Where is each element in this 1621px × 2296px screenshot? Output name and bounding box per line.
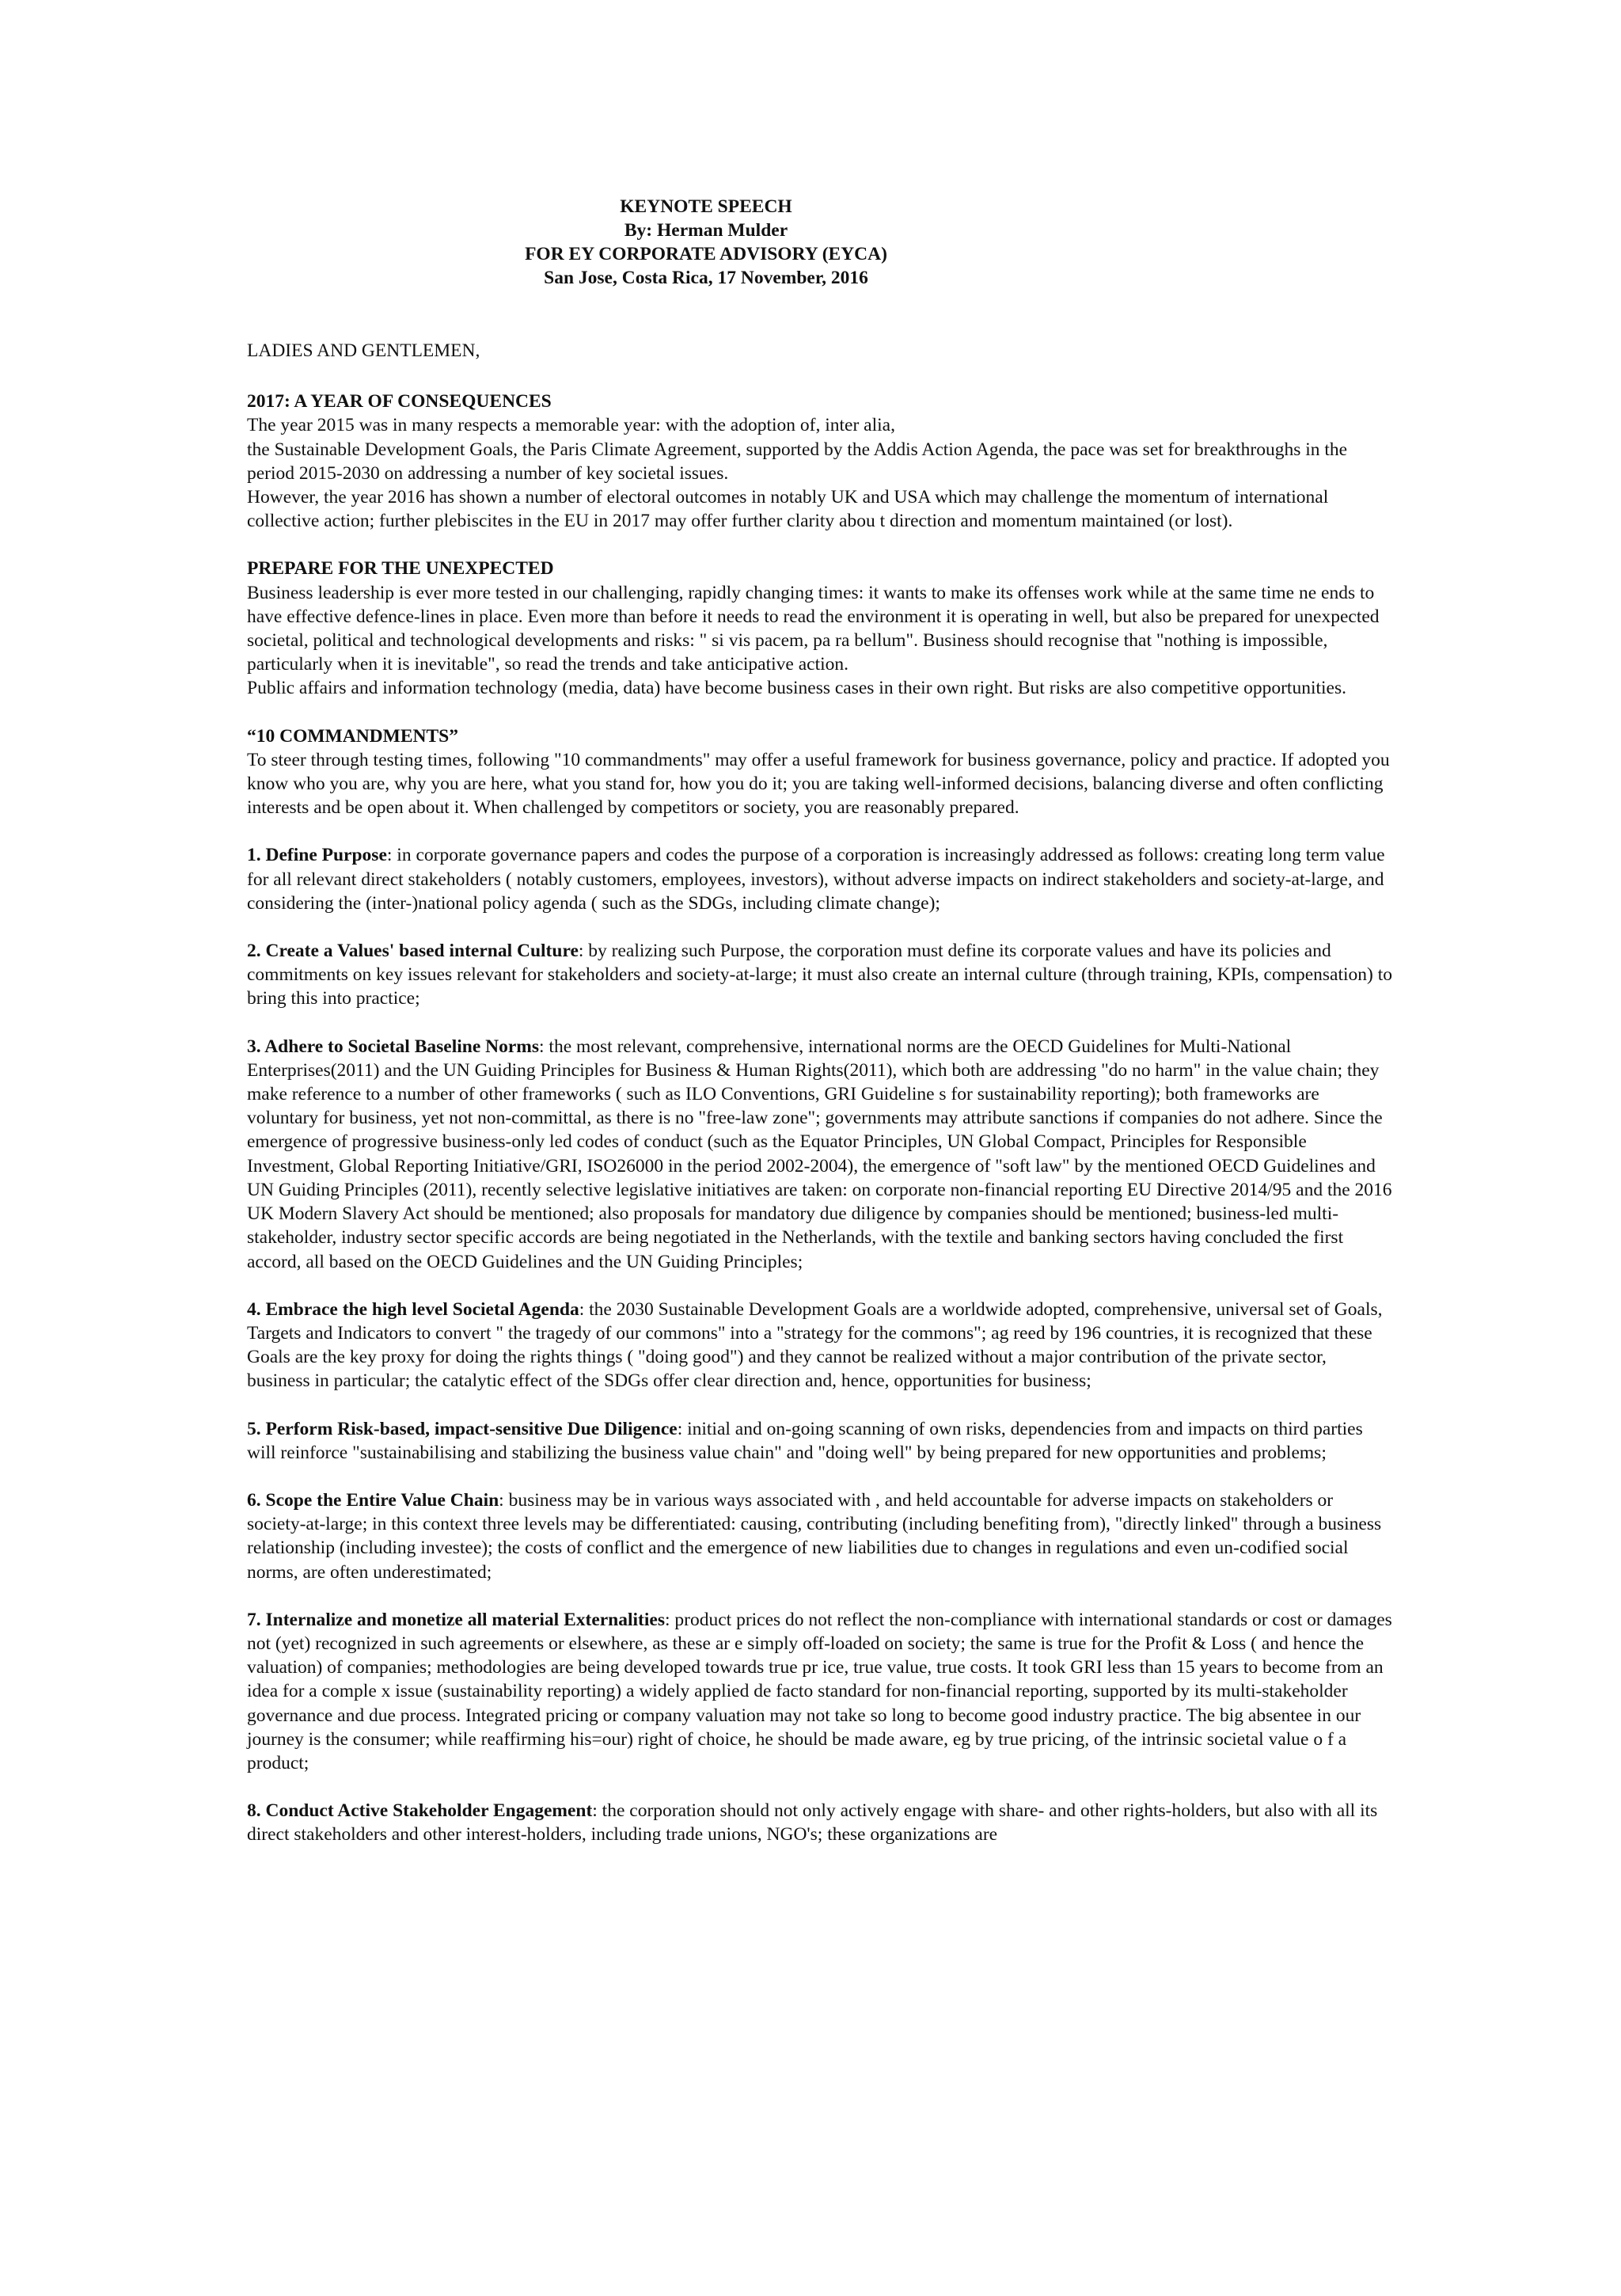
commandment-item xyxy=(247,1298,1393,1393)
commandment-title: 1. Define Purpose xyxy=(247,845,387,866)
salutation: LADIES AND GENTLEMEN, xyxy=(247,340,480,361)
paragraph: the Sustainable Development Goals, the Paris Climate Agreement, supported by the Addis Action Agenda, the pace was set for breakthroughs in the period 2015-2030 on addressing a number of key societal issues. xyxy=(247,439,1348,484)
commandment-item xyxy=(247,1799,1393,1846)
commandment-text: : the 2030 Sustainable Development Goals are a worldwide adopted, comprehensive, universal set of Goals, Targets and Indicators to convert " the tragedy of our commons" into a "strategy for the commons"; ag reed by 196 countries, it is recognized that these Goals are the key proxy for doing the rights things ( "doing good") and they cannot be realized without a major contribution of the private sector, business in particular; the catalytic effect of the SDGs offer clear direction and, hence, opportunities for business; xyxy=(247,1298,1383,1392)
commandment-item xyxy=(247,939,1393,1011)
commandment-title: 6. Scope the Entire Value Chain xyxy=(247,1489,499,1511)
commandment-text: : product prices do not reflect the non-compliance with international standards or cost or damages not (yet) recognized in such agreements or elsewhere, as these ar e simply off-loaded on society; the same is true for the Profit & Loss ( and hence the valuation) of companies; methodologies are being developed towards true pr ice, true value, true costs. It took GRI less than 15 years to become from an idea for a comple x issue (sustainability reporting) a widely applied de facto standard for non-financial reporting, supported by its multi-stakeholder governance and due process. Integrated pricing or company valuation may not take so long to become good industry practice. The big absentee in our journey is the consumer; while reaffirming his=our) right of choice, he should be made aware, eg by true pricing, of the intrinsic societal value o f a product; xyxy=(247,1609,1392,1773)
commandment-item xyxy=(247,1488,1393,1584)
section-heading: PREPARE FOR THE UNEXPECTED xyxy=(247,558,554,580)
paragraph: The year 2015 was in many respects a memorable year: with the adoption of, inter alia, xyxy=(247,415,895,436)
commandment-text: : in corporate governance papers and codes the purpose of a corporation is increasingly addressed as follows: creating long term value for all relevant direct stakeholders ( notably customers, employees, investors), without adverse impacts on indirect stakeholders and society-at-large, and considering the (inter-)national policy agenda ( such as the SDGs, including climate change); xyxy=(247,845,1385,914)
section-prepare-for-unexpected xyxy=(247,557,1393,700)
header-author: By: Herman Mulder xyxy=(624,220,788,241)
speech-header xyxy=(247,195,1165,290)
commandment-item xyxy=(247,1035,1393,1274)
paragraph: Public affairs and information technology (media, data) have become business cases in their own right. But risks are also competitive opportunities. xyxy=(247,678,1346,699)
commandment-item xyxy=(247,1608,1393,1775)
commandment-title: 2. Create a Values' based internal Culture xyxy=(247,941,579,962)
section-heading: 2017: A YEAR OF CONSEQUENCES xyxy=(247,391,552,412)
paragraph: However, the year 2016 has shown a number of electoral outcomes in notably UK and USA which may challenge the momentum of international collective action; further plebiscites in the EU in 2017 may offer further clarity abou t direction and momentum maintained (or lost). xyxy=(247,487,1329,532)
document-page xyxy=(247,195,1393,1871)
commandment-item xyxy=(247,1417,1393,1465)
commandment-text: : initial and on-going scanning of own risks, dependencies from and impacts on third parties will reinforce "sustainabilising and stabilizing the business value chain" and "doing well" by being prepared for new opportunities and problems; xyxy=(247,1418,1363,1463)
header-organization: FOR EY CORPORATE ADVISORY (EYCA) xyxy=(525,244,887,264)
commandment-text: : the most relevant, comprehensive, international norms are the OECD Guidelines for Multi-National Enterprises(2011) and the UN Guiding Principles for Business & Human Rights(2011), which both are addressing "do no harm" in the value chain; they make reference to a number of other frameworks ( such as ILO Conventions, GRI Guideline s for sustainability reporting); both frameworks are voluntary for business, yet not non-committal, as there is no "free-law zone"; governments may attribute sanctions if companies do not adhere. Since the emergence of progressive business-only led codes of conduct (such as the Equator Principles, UN Global Compact, Principles for Responsible Investment, Global Reporting Initiative/GRI, ISO26000 in the period 2002-2004), the emergence of "soft law" by the mentioned OECD Guidelines and UN Guiding Principles (2011), recently selective legislative initiatives are taken: on corporate non-financial reporting EU Directive 2014/95 and the 2016 UK Modern Slavery Act should be mentioned; also proposals for mandatory due diligence by companies should be mentioned; business-led multi-stakeholder, industry sector specific accords are being negotiated in the Netherlands, with the textile and banking sectors having concluded the first accord, all based on the OECD Guidelines and the UN Guiding Principles; xyxy=(247,1036,1392,1272)
commandment-title: 5. Perform Risk-based, impact-sensitive Due Diligence xyxy=(247,1418,678,1439)
commandment-text: : the corporation should not only actively engage with share- and other rights-holders, but also with all its direct stakeholders and other interest-holders, including trade unions, NGO's; these organizations are xyxy=(247,1800,1378,1846)
paragraph: To steer through testing times, following "10 commandments" may offer a useful framework for business governance, policy and practice. If adopted you know who you are, why you are here, what you stand for, how you do it; you are taking well-informed decisions, balancing diverse and often conflicting interests and be open about it. When challenged by competitors or society, you are reasonably prepared. xyxy=(247,749,1390,819)
header-title: KEYNOTE SPEECH xyxy=(620,196,792,217)
header-location-date: San Jose, Costa Rica, 17 November, 2016 xyxy=(544,268,868,288)
commandment-title: 7. Internalize and monetize all material Externalities xyxy=(247,1609,665,1630)
commandment-title: 3. Adhere to Societal Baseline Norms xyxy=(247,1036,540,1057)
paragraph: Business leadership is ever more tested in our challenging, rapidly changing times: it wants to make its offenses work while at the same time ne ends to have effective defence-lines in place. Even more than before it needs to read the environment it is operating in well, but also be prepared for unexpected societal, political and technological developments and risks: " si vis pacem, pa ra bellum". Business should recognise that "nothing is impossible, particularly when it is inevitable", so read the trends and take anticipative action. xyxy=(247,582,1380,675)
commandment-title: 8. Conduct Active Stakeholder Engagement xyxy=(247,1800,593,1822)
commandment-text: : business may be in various ways associated with , and held accountable for adverse impacts on stakeholders or society-at-large; in this context three levels may be differentiated: causing, contributing (including benefiting from), "directly linked" through a business relationship (including investee); the costs of conflict and the emergence of new liabilities due to changes in regulations and even un-codified social norms, are often underestimated; xyxy=(247,1489,1382,1583)
commandment-item xyxy=(247,843,1393,915)
section-ten-commandments xyxy=(247,724,1393,820)
section-heading: “10 COMMANDMENTS” xyxy=(247,725,458,747)
commandment-title: 4. Embrace the high level Societal Agenda xyxy=(247,1298,579,1320)
commandment-text: : by realizing such Purpose, the corporation must define its corporate values and have its policies and commitments on key issues relevant for stakeholders and society-at-large; it must also create an internal culture (through training, KPIs, compensation) to bring this into practice; xyxy=(247,941,1393,1009)
section-year-of-consequences xyxy=(247,390,1393,533)
